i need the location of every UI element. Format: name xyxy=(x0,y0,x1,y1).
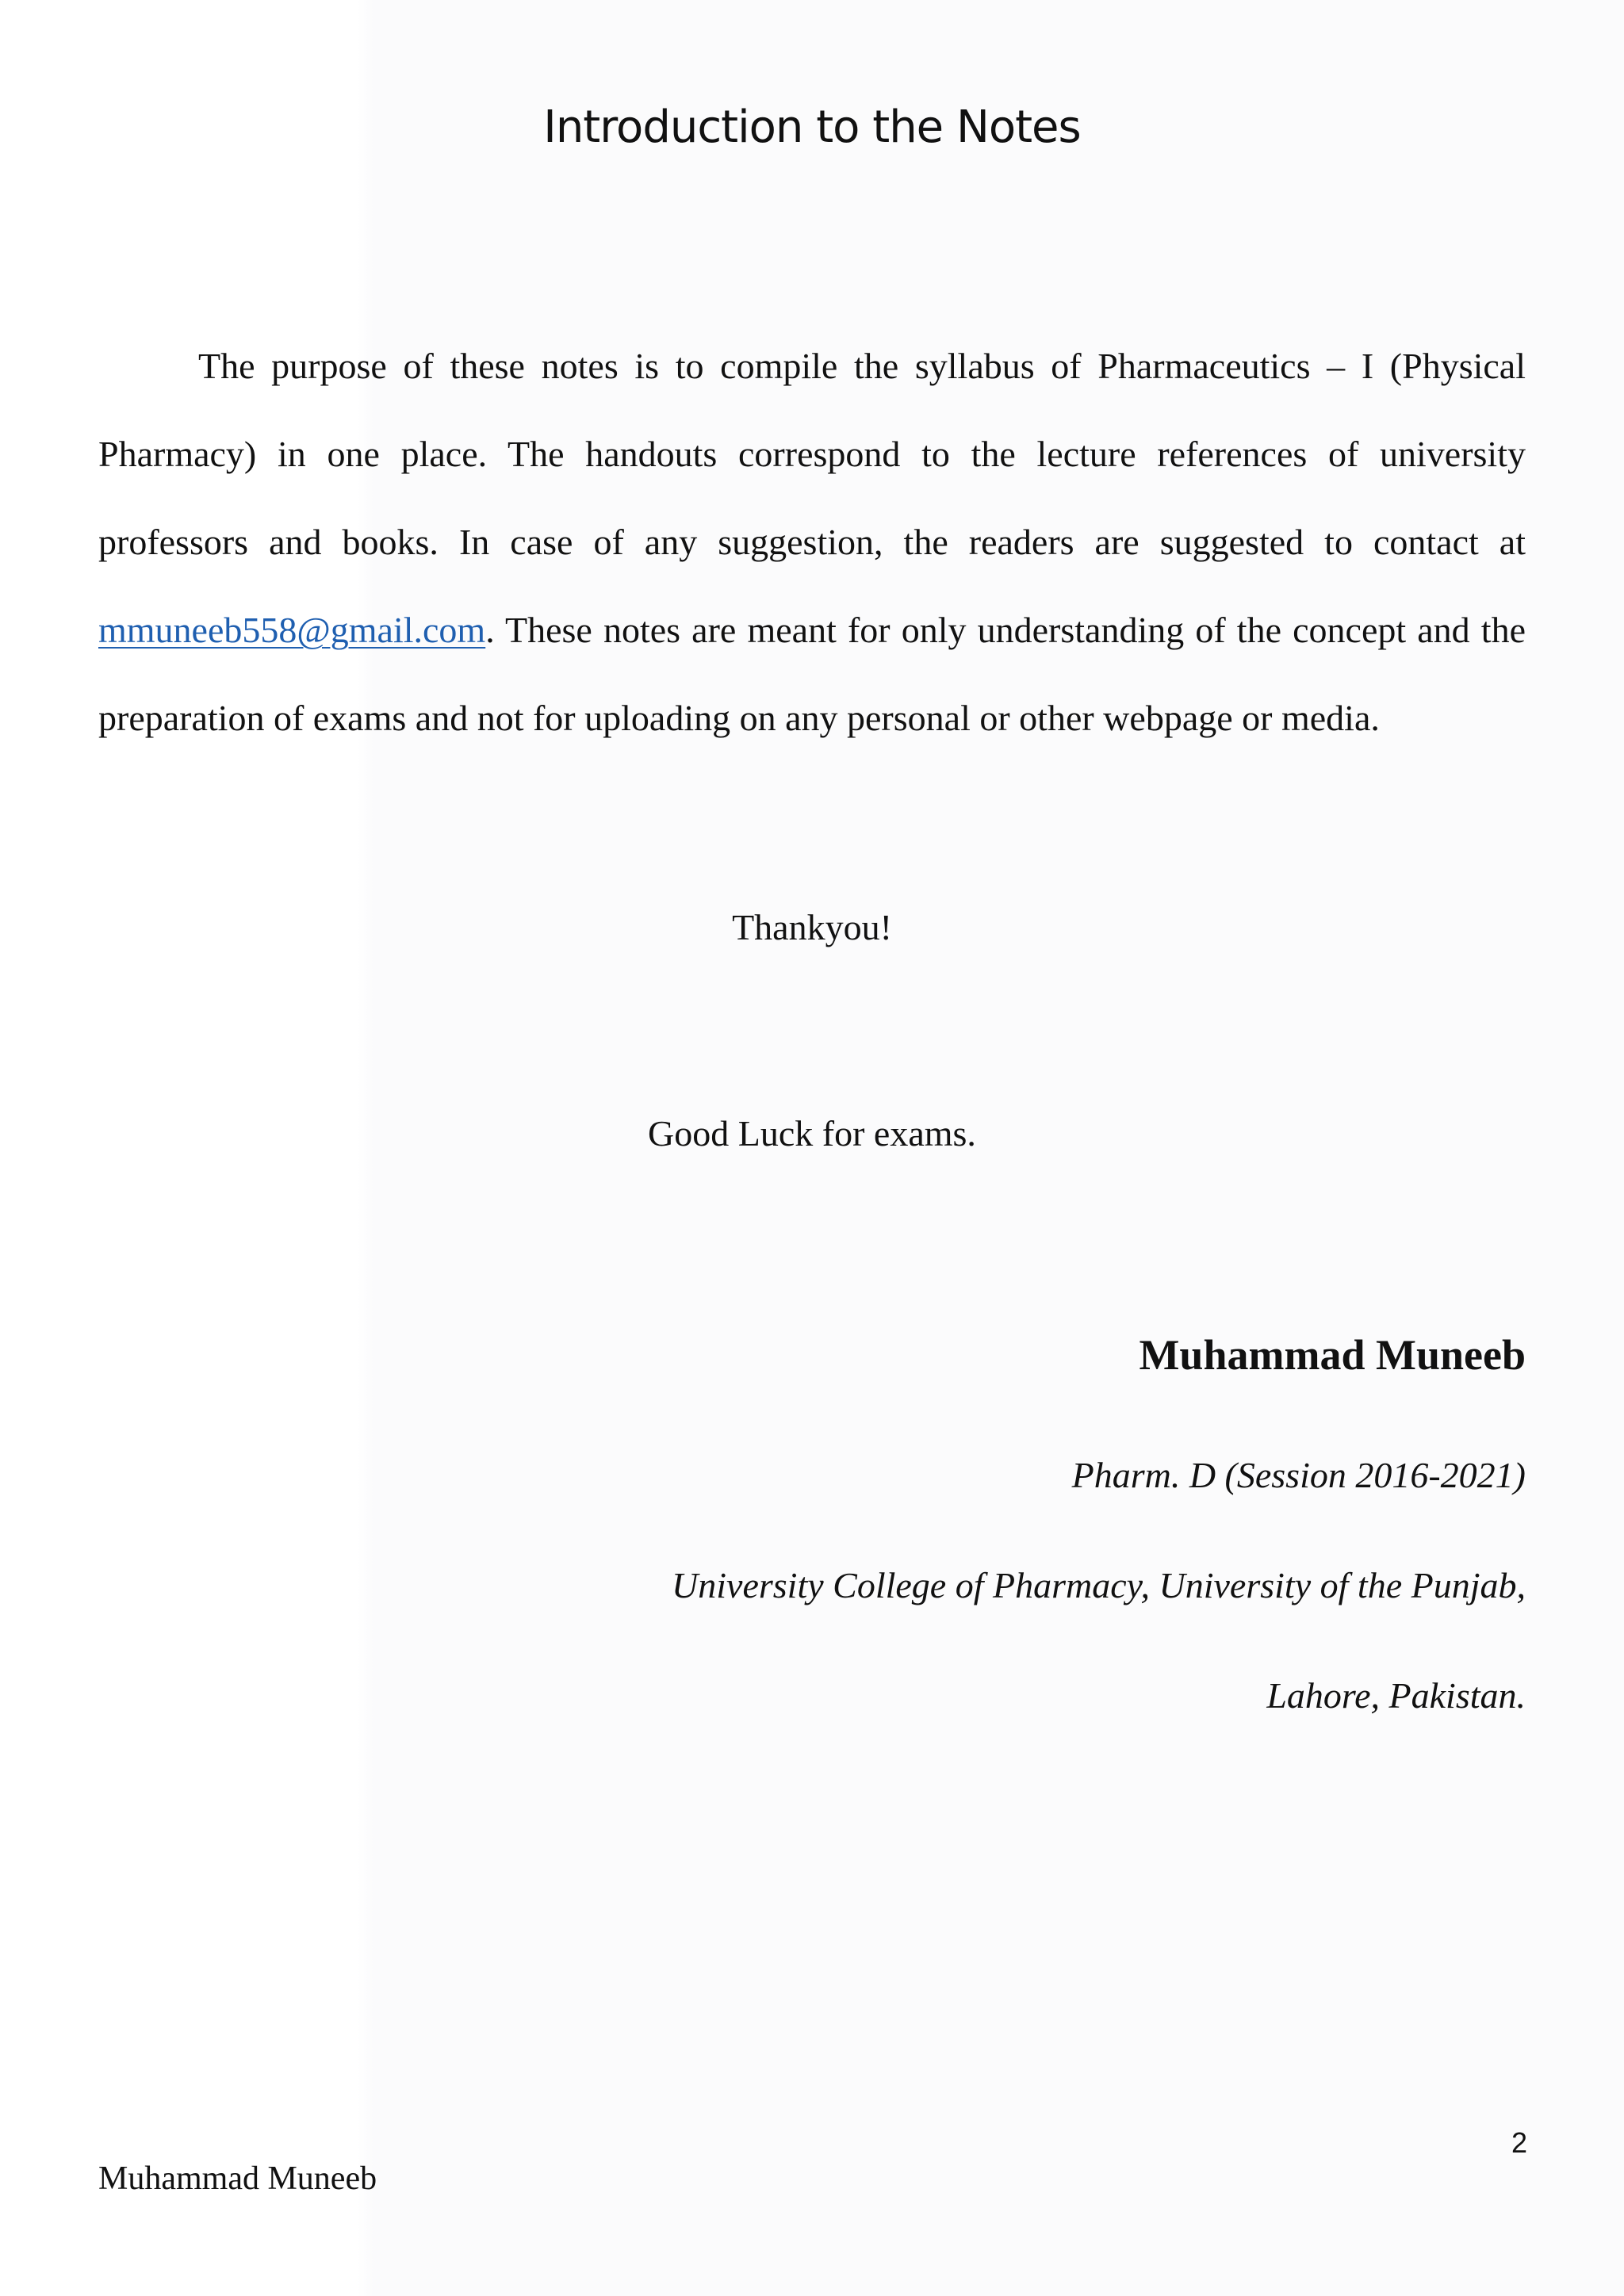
signature-location: Lahore, Pakistan. xyxy=(1266,1675,1526,1716)
paragraph-text-after-email: . These notes are meant for only understanding of the concept and the preparation of exams and not for uploading on any personal or other webpage or media. xyxy=(98,610,1526,738)
intro-paragraph xyxy=(98,322,1526,762)
paragraph-text-before-email: The purpose of these notes is to compile the syllabus of Pharmaceutics – I (Physical Pharmacy) in one place. The handouts correspond to the lecture references of university professors and books. In case of any suggestion, the readers are suggested to contact at xyxy=(98,346,1526,562)
thanks-text: Thankyou! xyxy=(732,907,892,947)
page-title: Introduction to the Notes xyxy=(543,101,1081,153)
footer-author: Muhammad Muneeb xyxy=(98,2160,377,2197)
email-link[interactable]: mmuneeb558@gmail.com xyxy=(98,610,486,650)
page-number: 2 xyxy=(1511,2126,1527,2159)
signature-institution: University College of Pharmacy, University of the Punjab, xyxy=(672,1565,1526,1605)
signature-program: Pharm. D (Session 2016-2021) xyxy=(1071,1455,1526,1495)
signature-name: Muhammad Muneeb xyxy=(1139,1331,1526,1379)
good-luck-text: Good Luck for exams. xyxy=(648,1113,976,1154)
